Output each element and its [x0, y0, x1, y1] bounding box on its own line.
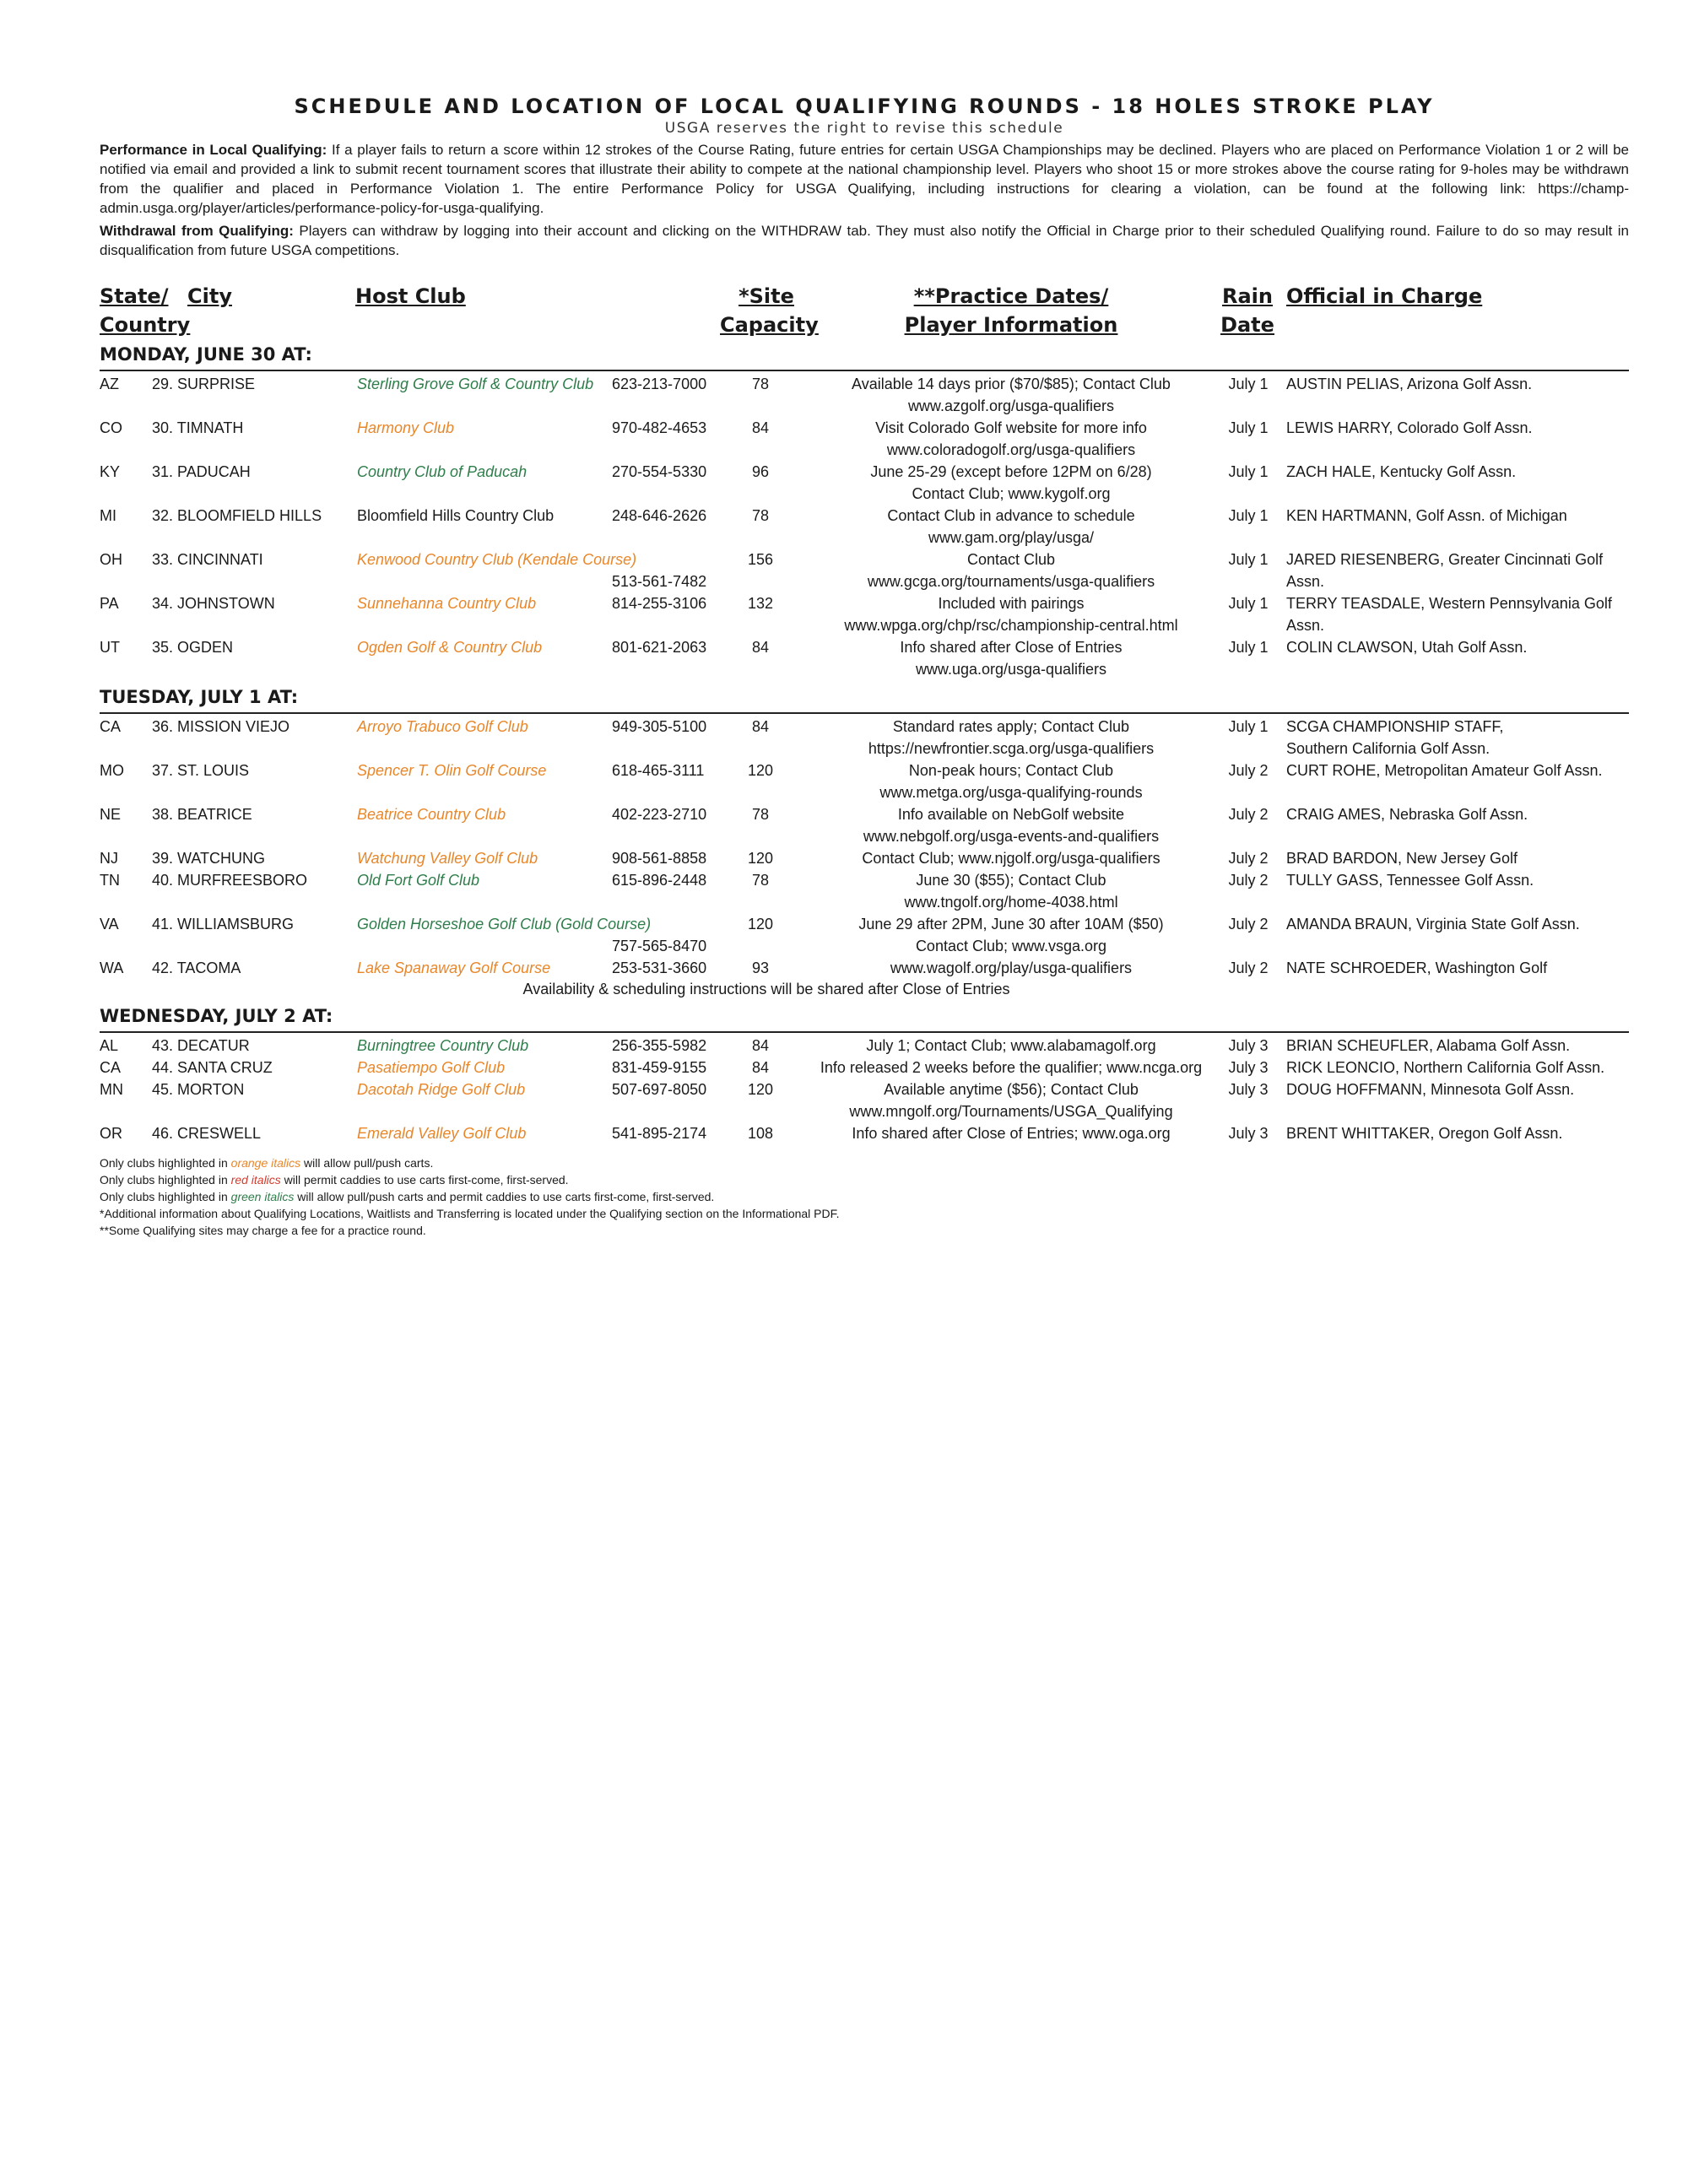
state-code: PA: [100, 595, 119, 612]
practice-info-line: Non-peak hours; Contact Club: [908, 762, 1114, 779]
col-host-club: Host Club: [355, 284, 466, 308]
table-row: [100, 417, 1629, 461]
practice-info: [792, 957, 1231, 979]
club-phone: 513-561-7482: [612, 573, 707, 590]
day-note: Availability & scheduling instructions will be shared after Close of Entries: [522, 981, 1010, 997]
practice-info: [792, 1057, 1231, 1078]
site-capacity: 84: [751, 718, 770, 735]
official-line: KEN HARTMANN, Golf Assn. of Michigan: [1286, 507, 1567, 524]
city-name: 30. TIMNATH: [152, 419, 244, 436]
performance-paragraph: [100, 140, 1629, 218]
practice-info-line: June 29 after 2PM, June 30 after 10AM ($50): [858, 916, 1164, 933]
day-rows: [100, 716, 1629, 999]
table-row: [100, 592, 1629, 636]
state-code: CA: [100, 718, 122, 735]
practice-info-line: www.gam.org/play/usga/: [928, 529, 1095, 546]
official-line: CRAIG AMES, Nebraska Golf Assn.: [1286, 806, 1528, 823]
day-heading: TUESDAY, JULY 1 AT:: [100, 687, 1629, 714]
club-phone: 507-697-8050: [612, 1081, 707, 1098]
city-name: 46. CRESWELL: [152, 1125, 262, 1142]
practice-info-line: Contact Club in advance to schedule: [887, 507, 1135, 524]
club-phone: 270-554-5330: [612, 463, 707, 480]
official-line: JARED RIESENBERG, Greater Cincinnati Golf Assn.: [1286, 551, 1604, 590]
state-code: TN: [100, 872, 120, 889]
site-capacity: 84: [751, 639, 770, 656]
official-in-charge: [1286, 549, 1632, 592]
host-club-name: Lake Spanaway Golf Course: [357, 960, 551, 976]
club-phone: 256-355-5982: [612, 1037, 707, 1054]
practice-info: [792, 760, 1231, 803]
official-line: CURT ROHE, Metropolitan Amateur Golf Assn.: [1286, 762, 1603, 779]
city-name: 29. SURPRISE: [152, 376, 256, 392]
site-capacity: 93: [751, 960, 770, 976]
state-code: MI: [100, 507, 116, 524]
practice-info-line: www.azgolf.org/usga-qualifiers: [907, 397, 1115, 414]
city-name: 40. MURFREESBORO: [152, 872, 308, 889]
official-in-charge: [1286, 417, 1632, 439]
club-phone: 970-482-4653: [612, 419, 707, 436]
rain-date: July 1: [1228, 718, 1269, 735]
practice-info-line: https://newfrontier.scga.org/usga-qualifiers: [868, 740, 1155, 757]
site-capacity: 84: [751, 1059, 770, 1076]
performance-text: If a player fails to return a score within 12 strokes of the Course Rating, future entries for certain USGA Championships may be declined. Players who are placed on Performance Violation 1 or 2 will be notified via email and provided a link to submit recent tournament scores that illustrate their ability to compete at the national championship level. Players who shoot 15 or more strokes above the course rating for 9-holes may be withdrawn from the qualifier and placed in Performance Violation 1. The entire Performance Policy for USGA Qualifying, including instructions for clearing a violation, can be found at the following link: https://champ-admin.usga.org/player/articles/performance-policy-for-usga-qualifying.: [100, 142, 1630, 216]
state-code: CO: [100, 419, 122, 436]
host-club-name: Harmony Club: [357, 419, 455, 436]
practice-info-line: www.gcga.org/tournaments/usga-qualifiers: [867, 573, 1155, 590]
day-rows: [100, 373, 1629, 680]
table-row: [100, 1057, 1629, 1078]
official-line: DOUG HOFFMANN, Minnesota Golf Assn.: [1286, 1081, 1575, 1098]
practice-info: [792, 549, 1231, 592]
host-club-name: Kenwood Country Club (Kendale Course): [357, 551, 637, 568]
rain-date: July 1: [1228, 551, 1269, 568]
club-phone: 831-459-9155: [612, 1059, 707, 1076]
col-city: City: [187, 284, 232, 308]
withdrawal-paragraph: [100, 221, 1629, 260]
col-state: State/ Country: [100, 284, 191, 337]
official-in-charge: [1286, 1078, 1632, 1100]
footnote-orange: Only clubs highlighted in orange italics will allow pull/push carts.: [100, 1156, 434, 1170]
practice-info-line: www.nebgolf.org/usga-events-and-qualifiers: [863, 828, 1160, 845]
rain-date: July 1: [1228, 507, 1269, 524]
col-official: Official in Charge: [1286, 284, 1483, 308]
footnote-practice: **Some Qualifying sites may charge a fee for a practice round.: [100, 1224, 426, 1237]
state-code: MN: [100, 1081, 123, 1098]
site-capacity: 120: [747, 1081, 774, 1098]
official-line: SCGA CHAMPIONSHIP STAFF,: [1286, 718, 1504, 735]
host-club-name: Bloomfield Hills Country Club: [357, 507, 555, 524]
site-capacity: 78: [751, 376, 770, 392]
col-site-capacity: *Site Capacity: [720, 284, 819, 337]
practice-info: [792, 716, 1231, 760]
official-line: BRENT WHITTAKER, Oregon Golf Assn.: [1286, 1125, 1563, 1142]
rain-date: July 1: [1228, 639, 1269, 656]
practice-info-line: www.wpga.org/chp/rsc/championship-central.html: [844, 617, 1178, 634]
state-code: MO: [100, 762, 124, 779]
site-capacity: 84: [751, 419, 770, 436]
page-subtitle: USGA reserves the right to revise this schedule: [664, 120, 1064, 137]
practice-info-line: www.uga.org/usga-qualifiers: [915, 661, 1107, 678]
state-code: OH: [100, 551, 122, 568]
site-capacity: 108: [747, 1125, 774, 1142]
state-code: CA: [100, 1059, 122, 1076]
official-line: TULLY GASS, Tennessee Golf Assn.: [1286, 872, 1534, 889]
official-in-charge: [1286, 716, 1632, 760]
footnote-site-capacity: *Additional information about Qualifying Locations, Waitlists and Transferring is located under the Qualifying section on the Informational PDF.: [100, 1207, 840, 1220]
official-line: Southern California Golf Assn.: [1286, 740, 1491, 757]
practice-info-line: Available anytime ($56); Contact Club: [884, 1081, 1139, 1098]
official-line: RICK LEONCIO, Northern California Golf Assn.: [1286, 1059, 1605, 1076]
table-row: [100, 373, 1629, 417]
table-row: [100, 760, 1629, 803]
club-phone: 253-531-3660: [612, 960, 707, 976]
official-in-charge: [1286, 1122, 1632, 1144]
club-phone: 402-223-2710: [612, 806, 707, 823]
rain-date: July 1: [1228, 376, 1269, 392]
practice-info-line: Contact Club: [966, 551, 1056, 568]
practice-info-line: Contact Club; www.vsga.org: [915, 938, 1107, 954]
practice-info-line: www.mngolf.org/Tournaments/USGA_Qualifying: [849, 1103, 1173, 1120]
rain-date: July 2: [1228, 850, 1269, 867]
official-in-charge: [1286, 760, 1632, 781]
day-heading: MONDAY, JUNE 30 AT:: [100, 344, 1629, 371]
official-in-charge: [1286, 869, 1632, 891]
withdrawal-text: Players can withdraw by logging into their account and clicking on the WITHDRAW tab. They must also notify the Official in Charge prior to their scheduled Qualifying round. Failure to do so may result in disqualification from future USGA competitions.: [100, 223, 1629, 258]
table-row: [100, 505, 1629, 549]
practice-info: [792, 417, 1231, 461]
city-name: 35. OGDEN: [152, 639, 234, 656]
day-heading: WEDNESDAY, JULY 2 AT:: [100, 1006, 1629, 1033]
practice-info-line: www.metga.org/usga-qualifying-rounds: [879, 784, 1143, 801]
table-row: [100, 847, 1629, 869]
withdrawal-label: Withdrawal from Qualifying:: [100, 223, 294, 239]
rain-date: July 2: [1228, 916, 1269, 933]
site-capacity: 132: [747, 595, 774, 612]
table-row: [100, 1122, 1629, 1144]
practice-info-line: June 30 ($55); Contact Club: [916, 872, 1106, 889]
state-code: AZ: [100, 376, 120, 392]
host-club-name: Ogden Golf & Country Club: [357, 639, 543, 656]
official-line: BRAD BARDON, New Jersey Golf: [1286, 850, 1518, 867]
rain-date: July 2: [1228, 762, 1269, 779]
practice-info-line: www.coloradogolf.org/usga-qualifiers: [886, 441, 1136, 458]
site-capacity: 84: [751, 1037, 770, 1054]
practice-info: [792, 1078, 1231, 1122]
official-in-charge: [1286, 847, 1632, 869]
practice-info: [792, 461, 1231, 505]
city-name: 43. DECATUR: [152, 1037, 250, 1054]
site-capacity: 78: [751, 806, 770, 823]
table-row: [100, 957, 1629, 979]
table-row: [100, 549, 1629, 592]
col-rain-date: Rain Date: [1220, 284, 1274, 337]
rain-date: July 1: [1228, 419, 1269, 436]
city-name: 34. JOHNSTOWN: [152, 595, 275, 612]
official-in-charge: [1286, 461, 1632, 483]
city-name: 33. CINCINNATI: [152, 551, 263, 568]
host-club-name: Spencer T. Olin Golf Course: [357, 762, 547, 779]
official-line: BRIAN SCHEUFLER, Alabama Golf Assn.: [1286, 1037, 1571, 1054]
club-phone: 248-646-2626: [612, 507, 707, 524]
practice-info: [792, 803, 1231, 847]
club-phone: 801-621-2063: [612, 639, 707, 656]
host-club-name: Watchung Valley Golf Club: [357, 850, 538, 867]
practice-info: [792, 869, 1231, 913]
official-in-charge: [1286, 592, 1632, 636]
practice-info-line: July 1; Contact Club; www.alabamagolf.org: [866, 1037, 1156, 1054]
host-club-name: Old Fort Golf Club: [357, 872, 480, 889]
official-line: LEWIS HARRY, Colorado Golf Assn.: [1286, 419, 1533, 436]
official-in-charge: [1286, 803, 1632, 825]
club-phone: 615-896-2448: [612, 872, 707, 889]
practice-info-line: Info available on NebGolf website: [897, 806, 1125, 823]
practice-info: [792, 505, 1231, 549]
state-code: WA: [100, 960, 124, 976]
city-name: 45. MORTON: [152, 1081, 245, 1098]
official-line: NATE SCHROEDER, Washington Golf: [1286, 960, 1548, 976]
practice-info: [792, 847, 1231, 869]
host-club-name: Dacotah Ridge Golf Club: [357, 1081, 526, 1098]
site-capacity: 120: [747, 762, 774, 779]
rain-date: July 2: [1228, 872, 1269, 889]
club-phone: 623-213-7000: [612, 376, 707, 392]
official-in-charge: [1286, 505, 1632, 527]
table-row: [100, 461, 1629, 505]
footnote-green: Only clubs highlighted in green italics will allow pull/push carts and permit caddies to use carts first-come, first-served.: [100, 1190, 715, 1203]
practice-info-line: Info shared after Close of Entries: [900, 639, 1123, 656]
table-row: [100, 869, 1629, 913]
club-phone: 541-895-2174: [612, 1125, 707, 1142]
footnote-red: Only clubs highlighted in red italics will permit caddies to use carts first-come, first-served.: [100, 1173, 569, 1187]
official-in-charge: [1286, 373, 1632, 395]
schedule-page: [100, 95, 1629, 1239]
club-phone: 618-465-3111: [612, 762, 705, 779]
practice-info-line: Info released 2 weeks before the qualifier; www.ncga.org: [820, 1059, 1203, 1076]
practice-info-line: Included with pairings: [938, 595, 1085, 612]
rain-date: July 3: [1228, 1125, 1269, 1142]
club-phone: 757-565-8470: [612, 938, 707, 954]
host-club-name: Sterling Grove Golf & Country Club: [357, 376, 594, 392]
state-code: VA: [100, 916, 119, 933]
rain-date: July 2: [1228, 960, 1269, 976]
state-code: UT: [100, 639, 120, 656]
rain-date: July 1: [1228, 463, 1269, 480]
rain-date: July 3: [1228, 1081, 1269, 1098]
city-name: 36. MISSION VIEJO: [152, 718, 290, 735]
rain-date: July 3: [1228, 1059, 1269, 1076]
host-club-name: Golden Horseshoe Golf Club (Gold Course): [357, 916, 652, 933]
city-name: 41. WILLIAMSBURG: [152, 916, 295, 933]
table-row: [100, 1078, 1629, 1122]
official-in-charge: [1286, 636, 1632, 658]
practice-info-line: Available 14 days prior ($70/$85); Contact Club: [852, 376, 1171, 392]
official-line: AMANDA BRAUN, Virginia State Golf Assn.: [1286, 916, 1580, 933]
site-capacity: 156: [747, 551, 774, 568]
practice-info-line: Info shared after Close of Entries; www.oga.org: [852, 1125, 1171, 1142]
city-name: 32. BLOOMFIELD HILLS: [152, 507, 322, 524]
practice-info-line: Standard rates apply; Contact Club: [892, 718, 1130, 735]
host-club-name: Arroyo Trabuco Golf Club: [357, 718, 528, 735]
page-title: SCHEDULE AND LOCATION OF LOCAL QUALIFYING ROUNDS - 18 HOLES STROKE PLAY: [294, 95, 1435, 118]
official-line: ZACH HALE, Kentucky Golf Assn.: [1286, 463, 1517, 480]
city-name: 31. PADUCAH: [152, 463, 251, 480]
official-in-charge: [1286, 957, 1632, 979]
practice-info: [792, 1122, 1231, 1144]
state-code: NE: [100, 806, 122, 823]
site-capacity: 78: [751, 507, 770, 524]
city-name: 44. SANTA CRUZ: [152, 1059, 273, 1076]
practice-info-line: Contact Club; www.kygolf.org: [912, 485, 1111, 502]
city-name: 39. WATCHUNG: [152, 850, 266, 867]
host-club-name: Sunnehanna Country Club: [357, 595, 537, 612]
state-code: KY: [100, 463, 121, 480]
site-capacity: 120: [747, 850, 774, 867]
official-in-charge: [1286, 1035, 1632, 1057]
practice-info-line: www.tngolf.org/home-4038.html: [904, 894, 1118, 911]
table-row: [100, 803, 1629, 847]
practice-info: [792, 913, 1231, 957]
site-capacity: 96: [751, 463, 770, 480]
state-code: OR: [100, 1125, 122, 1142]
schedule-days: [100, 344, 1629, 1144]
host-club-name: Pasatiempo Golf Club: [357, 1059, 506, 1076]
official-in-charge: [1286, 1057, 1632, 1078]
rain-date: July 1: [1228, 595, 1269, 612]
official-in-charge: [1286, 913, 1632, 935]
city-name: 38. BEATRICE: [152, 806, 252, 823]
rain-date: July 2: [1228, 806, 1269, 823]
practice-info-line: Contact Club; www.njgolf.org/usga-qualifiers: [862, 850, 1160, 867]
city-name: 37. ST. LOUIS: [152, 762, 250, 779]
practice-info: [792, 636, 1231, 680]
table-row: [100, 636, 1629, 680]
rain-date: July 3: [1228, 1037, 1269, 1054]
practice-info-line: Visit Colorado Golf website for more info: [875, 419, 1147, 436]
host-club-name: Burningtree Country Club: [357, 1037, 529, 1054]
footnotes: [100, 1154, 1629, 1239]
table-row: [100, 1035, 1629, 1057]
state-code: NJ: [100, 850, 118, 867]
practice-info-line: June 25-29 (except before 12PM on 6/28): [870, 463, 1152, 480]
state-code: AL: [100, 1037, 119, 1054]
official-line: TERRY TEASDALE, Western Pennsylvania Golf Assn.: [1286, 595, 1612, 634]
official-line: COLIN CLAWSON, Utah Golf Assn.: [1286, 639, 1528, 656]
practice-info: [792, 592, 1231, 636]
column-headers: [100, 282, 1629, 341]
club-phone: 908-561-8858: [612, 850, 707, 867]
practice-info: [792, 373, 1231, 417]
club-phone: 949-305-5100: [612, 718, 707, 735]
table-row: [100, 913, 1629, 957]
official-line: AUSTIN PELIAS, Arizona Golf Assn.: [1286, 376, 1533, 392]
col-practice: **Practice Dates/ Player Information: [904, 284, 1118, 337]
table-row: [100, 716, 1629, 760]
host-club-name: Beatrice Country Club: [357, 806, 506, 823]
day-rows: [100, 1035, 1629, 1144]
club-phone: 814-255-3106: [612, 595, 707, 612]
site-capacity: 78: [751, 872, 770, 889]
performance-label: Performance in Local Qualifying:: [100, 142, 327, 158]
practice-info: [792, 1035, 1231, 1057]
city-name: 42. TACOMA: [152, 960, 241, 976]
host-club-name: Country Club of Paducah: [357, 463, 528, 480]
practice-info-line: www.wagolf.org/play/usga-qualifiers: [890, 960, 1133, 976]
host-club-name: Emerald Valley Golf Club: [357, 1125, 527, 1142]
site-capacity: 120: [747, 916, 774, 933]
